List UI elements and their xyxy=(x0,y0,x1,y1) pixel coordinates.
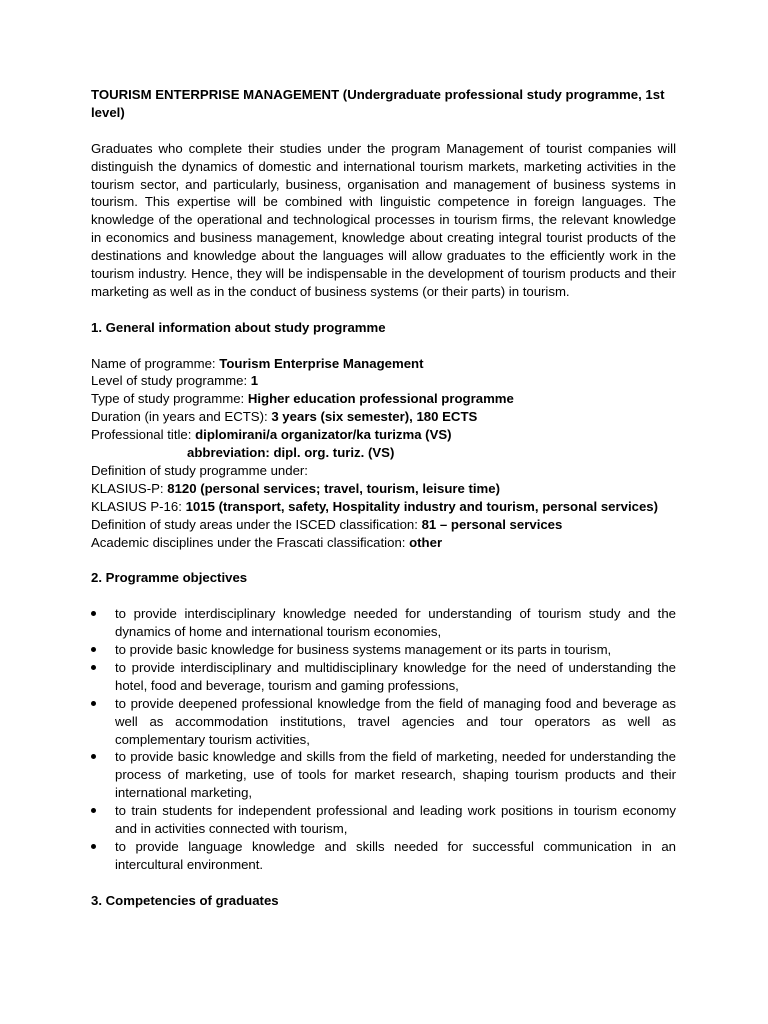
field-value: Higher education professional programme xyxy=(247,391,514,407)
duration-field xyxy=(91,408,676,426)
field-value: Tourism Enterprise Management xyxy=(219,355,424,371)
objectives-list xyxy=(91,605,676,874)
klasius-p16-field xyxy=(91,498,676,516)
list-item-text: to provide interdisciplinary knowledge needed for understanding of tourism study and the dynamics of home and international tourism economies, xyxy=(115,606,676,640)
field-label: Academic disciplines under the Frascati classification: xyxy=(91,534,410,550)
frascati-field xyxy=(91,534,676,552)
field-value: diplomirani/a organizator/ka turizma (VS) xyxy=(195,427,452,443)
field-value: 3 years (six semester), 180 ECTS xyxy=(271,409,478,425)
abbreviation-field: abbreviation: dipl. org. turiz. (VS) xyxy=(187,445,395,461)
field-value: other xyxy=(409,534,443,550)
field-value: 8120 (personal services; travel, tourism, leisure time) xyxy=(167,480,501,496)
programme-type-field xyxy=(91,390,676,408)
bullet-icon xyxy=(91,701,96,706)
list-item xyxy=(91,641,676,659)
field-label: KLASIUS-P: xyxy=(91,480,168,496)
list-item xyxy=(91,748,676,802)
section-3-heading: 3. Competencies of graduates xyxy=(91,892,279,908)
programme-name-field xyxy=(91,355,676,373)
intro-paragraph: Graduates who complete their studies under the program Management of tourist companies will distinguish the dynamics of domestic and international tourism markets, marketing activities in the tourism sector, and particularly, business, organisation and management of business systems in tourism. This expertise will be combined with linguistic competence in foreign languages. The knowledge of the operational and technological processes in tourism firms, the relevant knowledge in economics and business management, knowledge about creating integral tourist products of the destinations and knowledge about the languages will allow graduates to the efficiently work in the tourism industry. Hence, they will be indispensable in the development of tourism products and their marketing as well as in the conduct of business systems (or their parts) in tourism. xyxy=(91,140,676,299)
field-label: KLASIUS P-16: xyxy=(91,498,186,514)
klasius-p-field xyxy=(91,480,676,498)
list-item xyxy=(91,659,676,695)
general-info-block xyxy=(91,355,676,552)
list-item-text: to provide interdisciplinary and multidisciplinary knowledge for the need of understanding the hotel, food and beverage, tourism and gaming professions, xyxy=(115,659,676,693)
field-label: Duration (in years and ECTS): xyxy=(91,409,272,425)
bullet-icon xyxy=(91,647,96,652)
bullet-icon xyxy=(91,754,96,759)
field-label: Professional title: xyxy=(91,427,196,443)
bullet-icon xyxy=(91,611,96,616)
list-item-text: to provide basic knowledge and skills from the field of marketing, needed for understanding the process of marketing, use of tools for market research, shaping tourism products and their international marketing, xyxy=(115,749,676,801)
bullet-icon xyxy=(91,665,96,670)
field-label: Type of study programme: xyxy=(91,391,248,407)
field-label: Name of programme: xyxy=(91,355,220,371)
list-item-text: to provide deepened professional knowledge from the field of managing food and beverage as well as accommodation institutions, travel agencies and tour operators as well as complementary tourism activities, xyxy=(115,695,676,747)
study-level-field xyxy=(91,372,676,390)
list-item xyxy=(91,695,676,749)
document-title: TOURISM ENTERPRISE MANAGEMENT (Undergraduate professional study programme, 1st level) xyxy=(91,87,665,120)
field-value: 1015 (transport, safety, Hospitality industry and tourism, personal services) xyxy=(185,498,659,514)
list-item xyxy=(91,838,676,874)
list-item xyxy=(91,605,676,641)
field-label: Level of study programme: xyxy=(91,373,251,389)
definition-label: Definition of study programme under: xyxy=(91,462,308,478)
section-1-heading: 1. General information about study programme xyxy=(91,319,386,335)
bullet-icon xyxy=(91,808,96,813)
section-2-heading: 2. Programme objectives xyxy=(91,570,248,586)
bullet-icon xyxy=(91,844,96,849)
list-item-text: to provide language knowledge and skills needed for successful communication in an intercultural environment. xyxy=(115,838,676,872)
list-item xyxy=(91,802,676,838)
list-item-text: to provide basic knowledge for business systems management or its parts in tourism, xyxy=(115,642,612,658)
field-value: 81 – personal services xyxy=(421,516,563,532)
field-label: Definition of study areas under the ISCED classification: xyxy=(91,516,422,532)
document-body xyxy=(91,86,676,910)
professional-title-field xyxy=(91,426,676,444)
isced-field xyxy=(91,516,676,534)
field-value: 1 xyxy=(250,373,259,389)
list-item-text: to train students for independent professional and leading work positions in tourism economy and in activities connected with tourism, xyxy=(115,803,676,837)
